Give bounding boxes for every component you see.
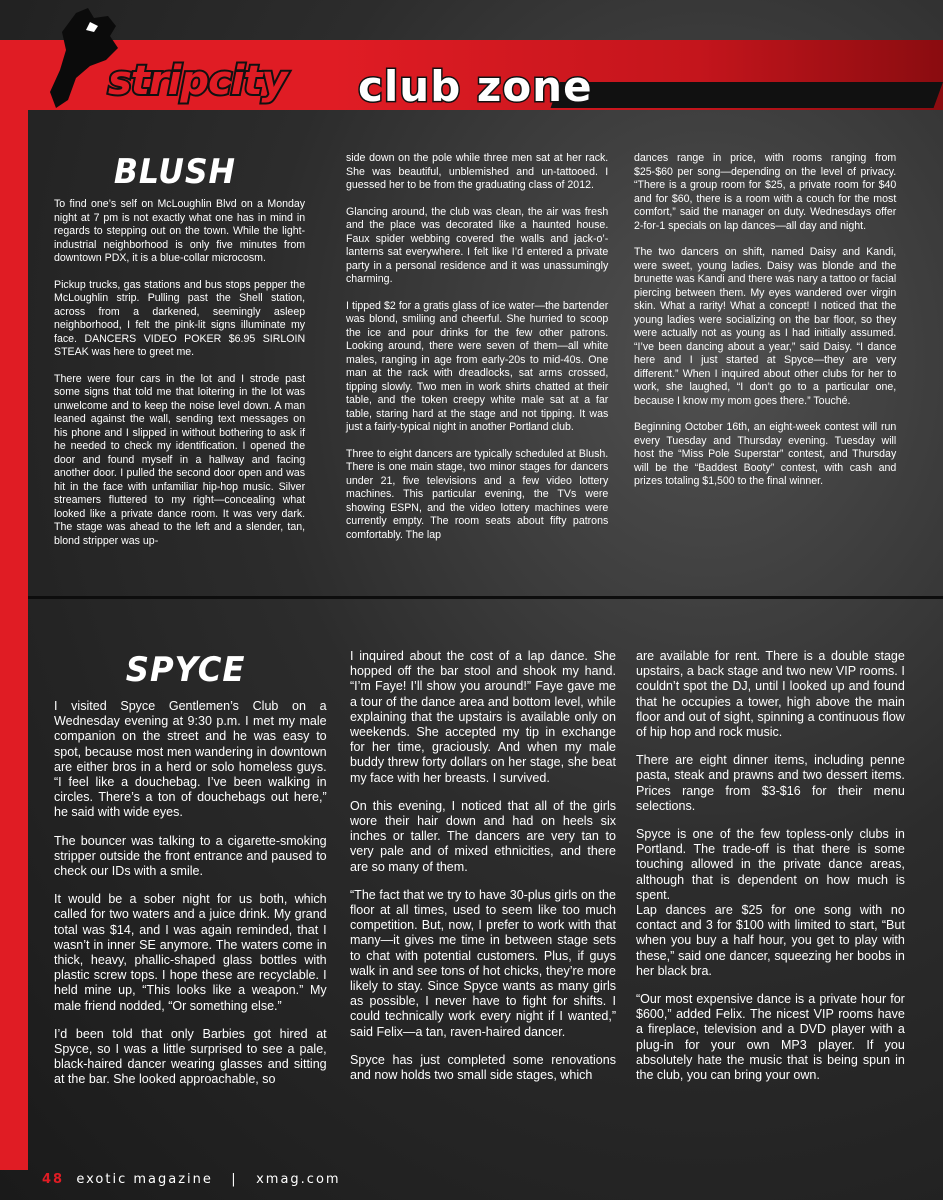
footer-separator: | [231,1172,238,1187]
header-stripe [551,82,943,108]
paragraph: are available for rent. There is a double stage upstairs, a back stage and two new VIP rooms. I couldn’t spot the DJ, until I looked up and found that he occupies a tower, high above the main floor and out of sight, spinning a continuous flow of hip hop and rock music. [636,648,905,740]
paragraph: I inquired about the cost of a lap dance. She hopped off the bar stool and shook my hand. “I’m Faye! I’ll show you around!” Faye gave me a tour of the dance area and bottom level, while explaining that the upstairs is available only on weekends. She accepted my tip in exchange for her time, graciously. And when my male buddy threw forty dollars on her stage, she beat my face with her breasts. I survived. [350,648,616,785]
paragraph: Glancing around, the club was clean, the air was fresh and the place was decorated like a haunted house. Faux spider webbing covered the walls and jack-o’-lanterns sat everywhere. I felt like I’d entered a private party in a personal residence and it was unassumingly charming. [346,205,609,285]
page-footer [42,1172,341,1187]
blush-heading: BLUSH [113,152,236,192]
blush-column-1 [54,152,305,561]
paragraph: Lap dances are $25 for one song with no contact and 3 for $100 with limited to start, “But when you buy a half hour, you get to play with these,” said one dancer, squeezing her boobs in her black bra. [636,902,905,978]
left-accent-bar [0,40,28,1170]
paragraph: On this evening, I noticed that all of the girls wore their hair down and had on heels six inches or taller. The dancers are very tan to very pale and of mixed ethnicities, and there are so many of them. [350,797,616,874]
paragraph: dances range in price, with rooms ranging from $25-$60 per song—depending on the level of privacy. “There is a group room for $25, a private room for $40 and for $60, there is a room with a couch for the most comfort,” said the manager on duty. Wednesdays offer 2-for-1 specials on lap dances—all day and night. [634,152,897,232]
blush-column-3 [634,152,896,502]
paragraph: “The fact that we try to have 30-plus girls on the floor at all times, used to seem like too much competition. But, now, I prefer to work with that many—it gives me time in between stage sets to chat with potential customers. Plus, if guys walk in and see tons of hot chicks, they’re more likely to stay. Since Spyce wants as many girls as possible, I never have to fight for shifts. I could technically work every night if I wanted,” said Felix—a tan, raven-haired dancer. [350,886,616,1039]
paragraph: I tipped $2 for a gratis glass of ice water—the bartender was blond, smiling and cheerful. She hurried to scoop the ice and pour drinks for the few other patrons. Looking around, there were seven of them—all white males, ranging in age from early-20s to mid-40s. One man at the rack with dreadlocks, sat arms crossed, tipping slowly. Two men in work shirts chatted at their table, and the token creepy white male sat at a far table, staring hard at the stage and not tipping. It was just a fairly-typical night in another Portland club. [346,299,609,433]
paragraph: I’d been told that only Barbies got hired at Spyce, so I was a little surprised to see a pale, black-haired dancer wearing glasses and sitting at the bar. She looked approachable, so [54,1025,327,1087]
blush-column-2 [346,152,608,555]
paragraph: “Our most expensive dance is a private hour for $600,” added Felix. The nicest VIP rooms have a fireplace, television and a DVD player with a plug-in for your own MP3 player. If you absolutely hate the music that is being spun in the club, you can bring your own. [636,991,905,1083]
paragraph: The two dancers on shift, named Daisy and Kandi, were sweet, young ladies. Daisy was blonde and the brunette was Kandi and there was nary a tattoo or facial piercing between them. My eyes wandered over virgin skin. What a rarity! What a concept! I noticed that the young ladies were socializing on the bar floor, so they were actually not as young as I had initially assumed. “I’ve been dancing about a year,” said Daisy. “I dance here and I just started at Spyce—they are very different.” When I inquired about other clubs for her to work, she laughed, “I don’t go to a particular one, because I know my mom goes there.” Touché. [634,246,897,407]
paragraph: Beginning October 16th, an eight-week contest will run every Tuesday and Thursday evening. Tuesday will host the “Miss Pole Superstar” contest, and Thursday will be the “Baddest Booty” contest, with cash and prizes totaling $1,500 to the final winner. [634,421,897,487]
spyce-heading: SPYCE [125,650,246,690]
paragraph: Spyce has just completed some renovations and now holds two small side stages, which [350,1051,616,1083]
paragraph: Spyce is one of the few topless-only clubs in Portland. The trade-off is that there is some touching allowed in the private dance areas, although that is dependent on how much is spent. [636,826,905,902]
spyce-column-2 [350,648,616,1095]
blush-article [54,152,914,588]
strip-city-logo: stripcity [108,58,287,104]
paragraph: Pickup trucks, gas stations and bus stops pepper the McLoughlin strip. Pulling past the Shell station, across from a darkened, seemingly asleep neighborhood, I felt the pink-lit signs illuminate my face. DANCERS VIDEO POKER $6.95 SIRLOIN STEAK was here to greet me. [54,278,306,358]
publication-name: exotic magazine [76,1172,213,1187]
website-link[interactable]: xmag.com [256,1172,341,1187]
paragraph: It would be a sober night for us both, which called for two waters and a juice drink. My grand total was $14, and I was again reminded, that I wasn’t in inner SE anymore. The waters come in thick, heavy, phallic-shaped glass bottles with plastic screw tops. I hope these are recyclable. I held mine up, “This looks like a weapon.” My male friend nodded, “Or something else.” [54,891,327,1013]
paragraph: The bouncer was talking to a cigarette-smoking stripper outside the front entrance and paused to check our IDs with a smile. [54,832,327,879]
spyce-column-3 [636,648,905,1095]
paragraph: I visited Spyce Gentlemen’s Club on a Wednesday evening at 9:30 p.m. I met my male companion on the street and he was easy to spot, because most men wandering in downtown are either bros in a herd or solo homeless guys. “I feel like a douchebag. I’ve been walking in circles. There’s a ton of douchebags out here,” he said with wide eyes. [54,698,327,820]
page-number: 48 [42,1172,65,1187]
paragraph: There are eight dinner items, including penne pasta, steak and prawns and two dessert items. Prices range from $3-$16 for their menu selections. [636,752,905,813]
section-divider [28,596,943,599]
paragraph: Three to eight dancers are typically scheduled at Blush. There is one main stage, two minor stages for dancers under 21, five televisions and a few video lottery machines. This particular evening, the TVs were showing ESPN, and the video lottery machines were currently empty. The room seats about fifty patrons comfortably. The lap [346,447,609,541]
paragraph: To find one’s self on McLoughlin Blvd on a Monday night at 7 pm is not exactly what one has in mind in regards to stepping out on the town. While the light-industrial neighborhood is only five minutes from downtown PDX, it is a blue-collar microcosm. [54,198,306,264]
section-title: club zone [358,62,593,111]
spyce-column-1 [54,648,327,1100]
paragraph: side down on the pole while three men sat at her rack. She was beautiful, unblemished and un-tattooed. I guessed her to be from the graduating class of 2012. [346,152,609,191]
spyce-article [54,648,914,1168]
paragraph: There were four cars in the lot and I strode past some signs that told me that loitering in the lot was unwelcome and to keep the noise level down. A man leaned against the wall, sending text messages on his phone and I slipped in without bothering to ask if he needed to check my identification. I opened the door and found myself in a hallway and facing another door. I pulled the second door open and was hit in the face with unfamiliar hip-hop music. Silver streamers fluttered to my right—concealing what looked like a private dance room. It was very dark. The stage was ahead to the left and a slender, tan, blond stripper was up- [54,372,306,547]
